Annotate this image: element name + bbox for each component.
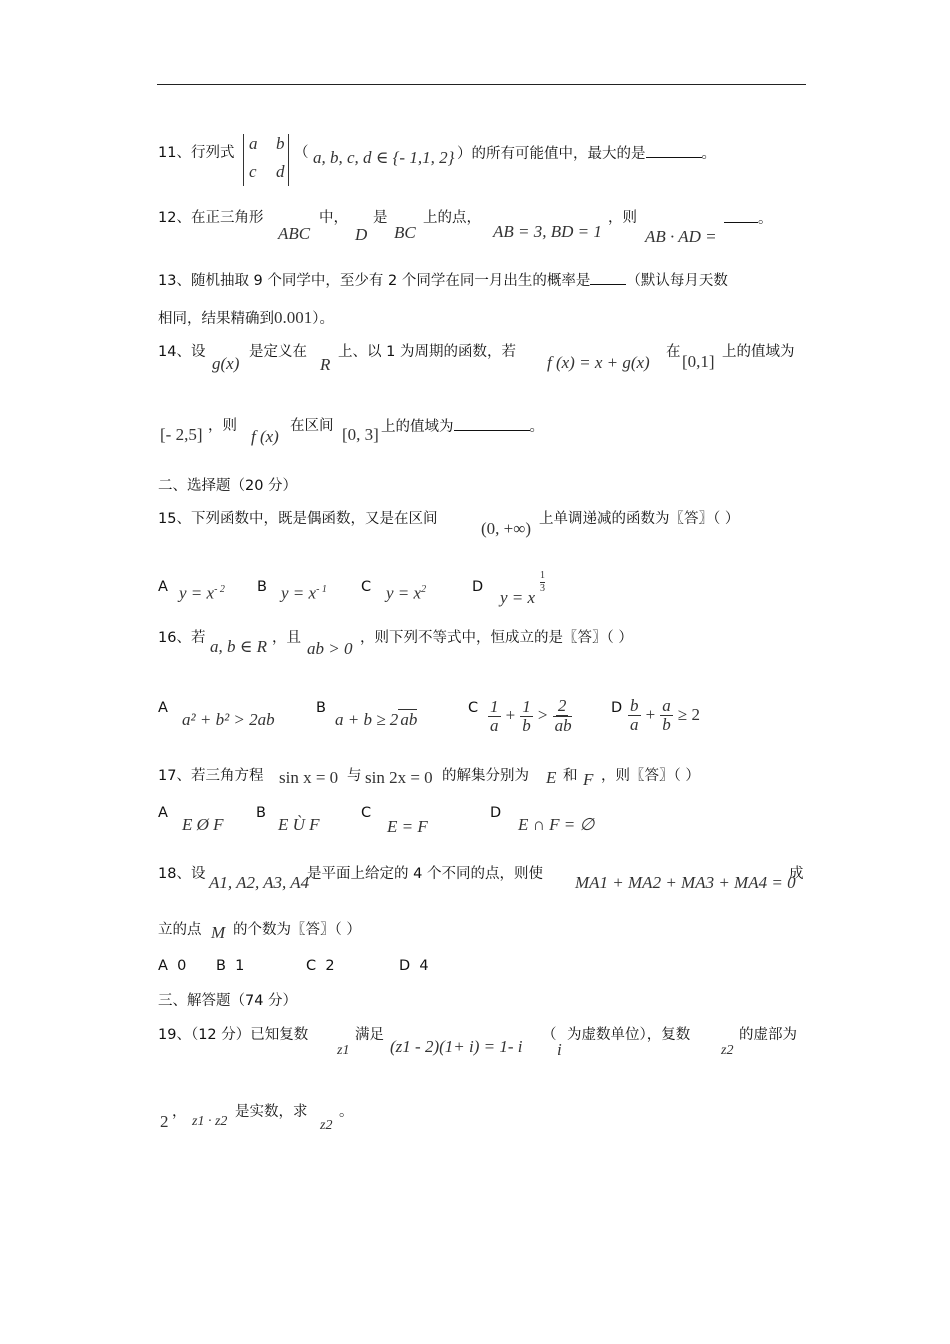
q11-paren: （ xyxy=(294,145,309,161)
section-3-heading: 三、解答题（74 分） xyxy=(158,993,298,1009)
option-c-expression: $\frac{1}{a}$ + $\frac{1}{b}$ > $\frac{2}{ab}$ xyxy=(490,696,572,735)
answer-blank xyxy=(454,416,530,431)
answer-blank xyxy=(590,270,626,285)
answer-blank xyxy=(724,208,758,223)
q11-text: ）的所有可能值中，最大的是 xyxy=(457,146,646,162)
answer-blank xyxy=(646,143,702,158)
q11-label: 11、行列式 xyxy=(158,145,235,161)
option-d-expression: $\frac{b}{a}$ + $\frac{a}{b}$ ≥ 2 xyxy=(630,696,700,734)
header-rule xyxy=(157,84,806,85)
q13-text: 13、随机抽取 9 个同学中，至少有 2 个同学在同一月出生的概率是 xyxy=(158,273,591,289)
q11-condition: a, b, c, d ∈ {- 1,1, 2} xyxy=(313,148,455,167)
q12-label: 12、在正三角形 xyxy=(158,210,264,226)
determinant: a b c d xyxy=(243,134,289,186)
exponent-fraction: 1 3 xyxy=(540,570,545,594)
section-2-heading: 二、选择题（20 分） xyxy=(158,478,298,494)
